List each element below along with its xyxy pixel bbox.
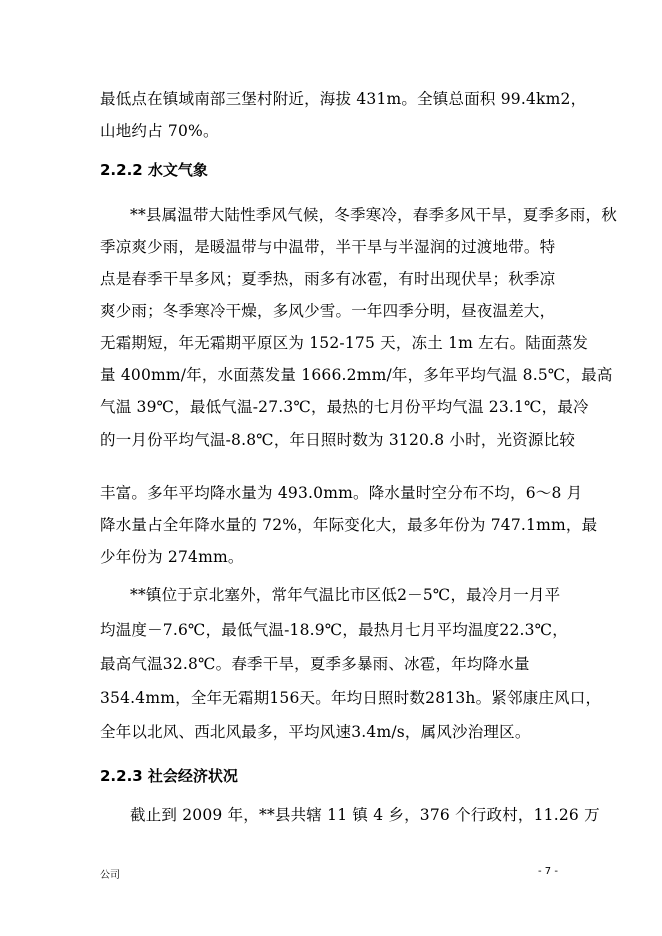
body-text-line: 均温度－7.6℃，最低气温-18.9℃，最热月七月平均温度22.3℃， xyxy=(100,621,568,639)
body-text-line: 少年份为 274mm。 xyxy=(100,548,244,566)
body-text-line: 山地约占 70%。 xyxy=(100,122,219,140)
section-heading-2-2-3: 2.2.3 社会经济状况 xyxy=(100,767,238,785)
body-text-line: **县属温带大陆性季风气候，冬季寒冷，春季多风干旱，夏季多雨，秋 xyxy=(130,206,617,224)
body-text-line: 点是春季干旱多风；夏季热，雨多有冰雹，有时出现伏旱；秋季凉 xyxy=(100,270,556,288)
body-text-line: 的一月份平均气温-8.8℃，年日照时数为 3120.8 小时，光资源比较 xyxy=(100,431,576,449)
body-text-line: 爽少雨；冬季寒冷干燥，多风少雪。一年四季分明，昼夜温差大， xyxy=(100,302,556,320)
body-text-line: 截止到 2009 年，**县共辖 11 镇 4 乡，376 个行政村，11.26 万 xyxy=(130,806,600,824)
body-text-line: 最高气温32.8℃。春季干旱，夏季多暴雨、冰雹，年均降水量 xyxy=(100,655,530,673)
body-text-line: 量 400mm/年，水面蒸发量 1666.2mm/年，多年平均气温 8.5℃，最高 xyxy=(100,366,613,384)
section-heading-2-2-2: 2.2.2 水文气象 xyxy=(100,161,208,179)
body-text-line: 丰富。多年平均降水量为 493.0mm。降水量时空分布不均，6～8 月 xyxy=(100,484,583,502)
body-text-line: 354.4mm，全年无霜期156天。年均日照时数2813h。紧邻康庄风口， xyxy=(100,689,602,707)
body-text-line: 降水量占全年降水量的 72%，年际变化大，最多年份为 747.1mm，最 xyxy=(100,516,598,534)
footer-page-number: - 7 - xyxy=(538,866,558,877)
body-text-line: 气温 39℃，最低气温-27.3℃，最热的七月份平均气温 23.1℃，最冷 xyxy=(100,398,589,416)
body-text-line: 无霜期短，年无霜期平原区为 152-175 天，冻土 1m 左右。陆面蒸发 xyxy=(100,334,589,352)
body-text-line: 全年以北风、西北风最多，平均风速3.4m/s，属风沙治理区。 xyxy=(100,723,531,741)
footer-company: 公司 xyxy=(100,870,120,881)
body-text-line: 季凉爽少雨，是暖温带与中温带，半干旱与半湿润的过渡地带。特 xyxy=(100,238,556,256)
body-text-line: 最低点在镇域南部三堡村附近，海拔 431m。全镇总面积 99.4km2， xyxy=(100,90,587,108)
body-text-line: **镇位于京北塞外，常年气温比市区低2－5℃，最冷月一月平 xyxy=(130,586,561,604)
